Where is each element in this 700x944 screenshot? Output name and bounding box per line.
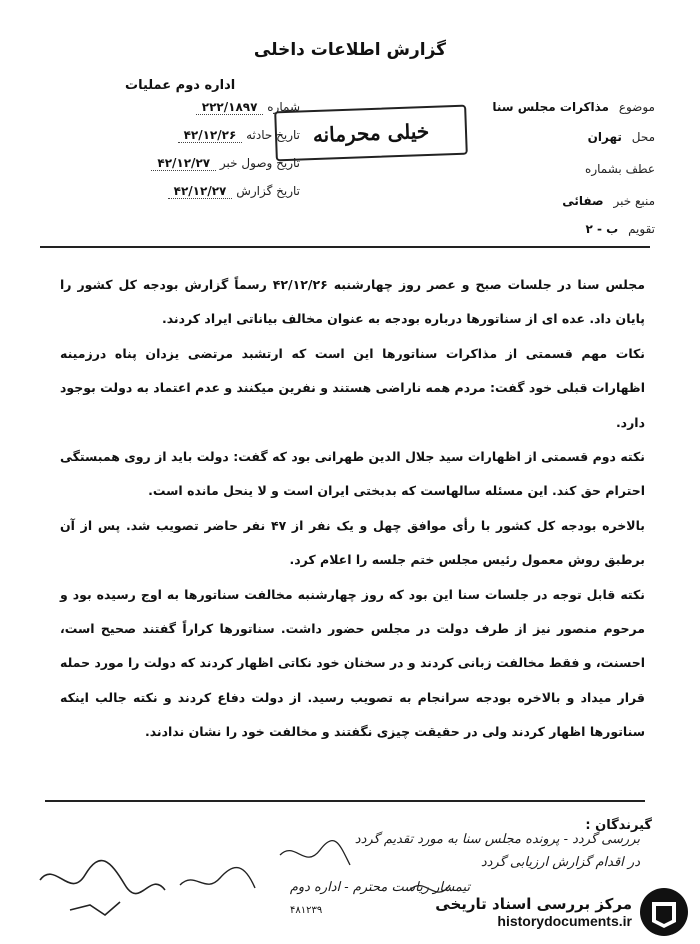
subject-label: موضوع — [618, 100, 655, 114]
source-label: منبع خبر — [613, 194, 655, 208]
receipt-date-label: تاریخ وصول خبر — [219, 156, 300, 170]
source-value: صفائی — [562, 194, 604, 208]
assessment-label: تقویم — [628, 222, 655, 236]
receipt-date-field — [60, 156, 300, 171]
body-paragraph: مجلس سنا در جلسات صبح و عصر روز چهارشنبه ۴۲/۱۲/۲۶ رسماً گزارش بودجه کل کشور را پایان داد. عده ای از سناتورها درباره بودجه به عنوان مخالف بیاناتی ایراد کردند. — [60, 277, 645, 327]
department-label — [125, 78, 235, 93]
footer-divider — [45, 800, 645, 802]
reference-field — [435, 162, 655, 176]
event-date-field — [80, 128, 300, 143]
number-field — [80, 100, 300, 115]
place-field — [435, 130, 655, 144]
source-field — [435, 194, 655, 208]
receipt-date-value: ۴۲/۱۲/۲۷ — [151, 156, 216, 171]
subject-field — [435, 100, 655, 114]
handwriting-note-1: بررسی گردد - پرونده مجلس سنا به مورد تقدیم گردد — [354, 832, 640, 847]
recipients-label: گیرندگان : — [585, 818, 652, 833]
number-value: ۲۲۲/۱۸۹۷ — [196, 100, 264, 115]
watermark-logo-icon — [638, 886, 690, 938]
assessment-value: ب - ۲ — [585, 222, 619, 236]
number-label: شماره — [267, 100, 300, 114]
body-paragraph: نکات مهم قسمتی از مذاکرات سناتورها این است که ارتشبد مرتضی یزدان پناه درزمینه اظهارات قبلی خود گفت: مردم همه ناراضی هستند و نفرین میکنند و عدم اعتماد به دولت بوجود دارد. — [60, 345, 645, 430]
report-date-field — [60, 184, 300, 199]
department-value: اداره دوم عملیات — [125, 78, 236, 93]
report-date-label: تاریخ گزارش — [236, 184, 300, 198]
body-paragraph: نکته دوم قسمتی از اظهارات سید جلال الدین طهرانی بود که گفت: دولت باید از روی همبستگی احترام حق کند. این مسئله سالهاست که بدبختی ایران است و لا ینحل مانده است. — [60, 449, 645, 499]
watermark-name: مرکز بررسی اسناد تاریخی — [435, 895, 632, 913]
place-value: تهران — [587, 130, 622, 144]
report-body — [60, 268, 645, 750]
handwriting-note-3: تیمسار ریاست محترم - اداره دوم — [289, 880, 470, 895]
watermark — [412, 880, 700, 944]
subject-value: مذاکرات مجلس سنا — [492, 100, 609, 114]
event-date-value: ۴۲/۱۲/۲۶ — [178, 128, 243, 143]
watermark-url: historydocuments.ir — [497, 913, 632, 929]
handwriting-note-2: در اقدام گزارش ارزیابی گردد — [480, 855, 640, 870]
body-paragraph: بالاخره بودجه کل کشور با رأی موافق چهل و یک نفر از ۴۷ نفر حاضر تصویب شد. پس از آن برطبق روش معمول رئیس مجلس ختم جلسه را اعلام کرد. — [60, 517, 646, 568]
report-date-value: ۴۲/۱۲/۲۷ — [168, 184, 233, 199]
header-divider — [40, 246, 650, 248]
body-paragraph: نکته قابل توجه در جلسات سنا این بود که روز چهارشنبه مخالفت سناتورها به اوج رسیده بود و مرحوم منصور نیز از طرف دولت در مجلس حضور داشت. سناتورها کراراً گفتند صحیح است، احسنت، و فقط مخالفت زبانی کردند و در سخنان خود نکاتی اظهار کردند که دولت را مورد حمله قرار میداد و بالاخره بودجه سرانجام به تصویب رسید. از دولت دفاع کردند و نکته جالب اینکه سناتورها اظهار کردند ولی در حقیقت چیزی نگفتند و مخالفت خود را نشان ندادند. — [60, 586, 645, 740]
event-date-label: تاریخ حادثه — [246, 128, 300, 142]
reference-label: عطف بشماره — [585, 162, 655, 176]
place-label: محل — [631, 130, 655, 144]
assessment-field — [435, 222, 655, 236]
handwritten-number: ۴۸۱۲۳۹ — [290, 905, 323, 916]
report-title: گزارش اطلاعات داخلی — [253, 40, 447, 60]
classification-stamp: خیلی محرمانه — [274, 105, 468, 162]
